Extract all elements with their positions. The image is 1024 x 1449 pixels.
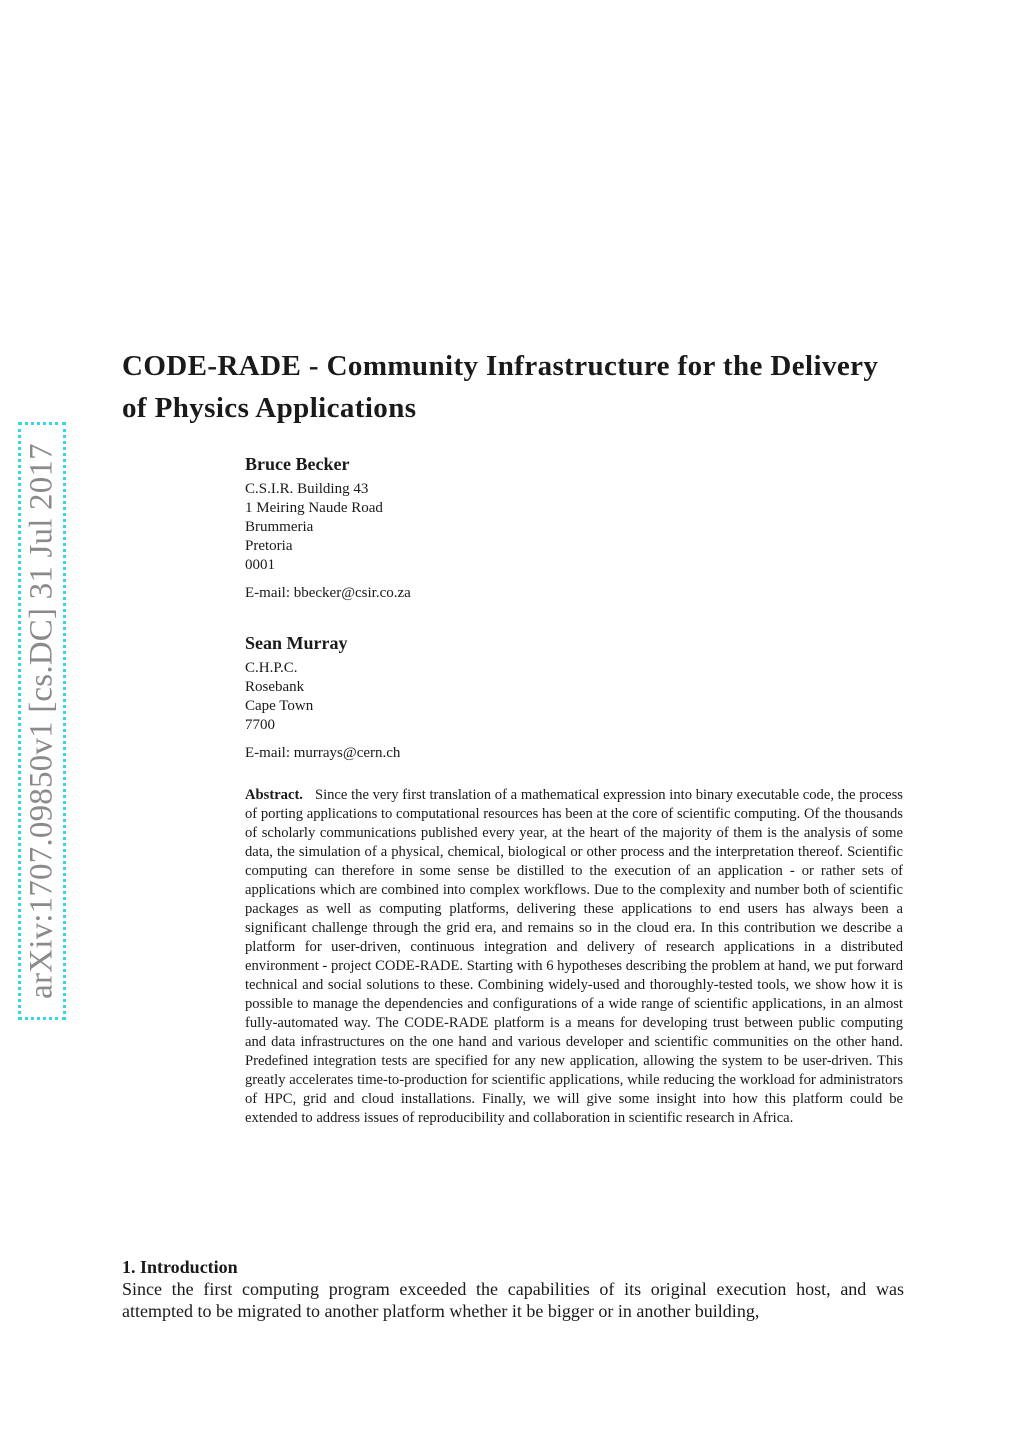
author-block-1 xyxy=(245,453,645,603)
abstract-text: Since the very first translation of a mathematical expression into binary executable code, the process of porting applications to computational resources has been at the core of scientific computing. Of the thousands of scholarly communications published every year, at the heart of the majority of them is the analysis of some data, the simulation of a physical, chemical, biological or other process and the interpretation thereof. Scientific computing can therefore in some sense be distilled to the execution of an application - or rather sets of applications which are combined into complex workflows. Due to the complexity and number both of scientific packages as well as computing platforms, delivering these applications to end users has always been a significant challenge through the grid era, and remains so in the cloud era. In this contribution we describe a platform for user-driven, continuous integration and delivery of research applications in a distributed environment - project CODE-RADE. Starting with 6 hypotheses describing the problem at hand, we put forward technical and social solutions to these. Combining widely-used and thoroughly-tested tools, we show how it is possible to manage the dependencies and configurations of a wide range of scientific applications, in an almost fully-automated way. The CODE-RADE platform is a means for developing trust between public computing and data infrastructures on the one hand and various developer and scientific communities on the other hand. Predefined integration tests are specified for any new application, allowing the system to be user-driven. This greatly accelerates time-to-production for scientific applications, while reducing the workload for administrators of HPC, grid and cloud installations. Finally, we will give some insight into how this platform could be extended to address issues of reproducibility and collaboration in scientific research in Africa. xyxy=(245,787,903,1126)
arxiv-stamp xyxy=(18,422,66,1020)
arxiv-identifier: arXiv:1707.09850v1 [cs.DC] 31 Jul 2017 xyxy=(23,443,60,999)
address-line: 7700 xyxy=(245,717,275,733)
section-heading-introduction: 1. Introduction xyxy=(122,1257,238,1277)
address-line: Cape Town xyxy=(245,698,314,714)
address-line: C.H.P.C. xyxy=(245,660,298,676)
address-line: Brummeria xyxy=(245,519,314,535)
abstract-label: Abstract. xyxy=(245,787,303,803)
author-email: E-mail: murrays@cern.ch xyxy=(245,745,401,761)
address-line: 0001 xyxy=(245,557,275,573)
abstract xyxy=(245,786,903,1128)
author-block-2 xyxy=(245,632,645,763)
author-name: Bruce Becker xyxy=(245,454,350,474)
address-line: Rosebank xyxy=(245,679,305,695)
address-line: Pretoria xyxy=(245,538,293,554)
address-line: 1 Meiring Naude Road xyxy=(245,500,383,516)
author-email: E-mail: bbecker@csir.co.za xyxy=(245,585,411,601)
author-name: Sean Murray xyxy=(245,633,348,653)
paper-title: CODE-RADE - Community Infrastructure for the Delivery of Physics Applications xyxy=(122,350,879,424)
address-line: C.S.I.R. Building 43 xyxy=(245,481,369,497)
introduction-text: Since the first computing program exceeded the capabilities of its original execution host, and was attempted to be migrated to another platform whether it be bigger or in another building, xyxy=(122,1279,904,1321)
